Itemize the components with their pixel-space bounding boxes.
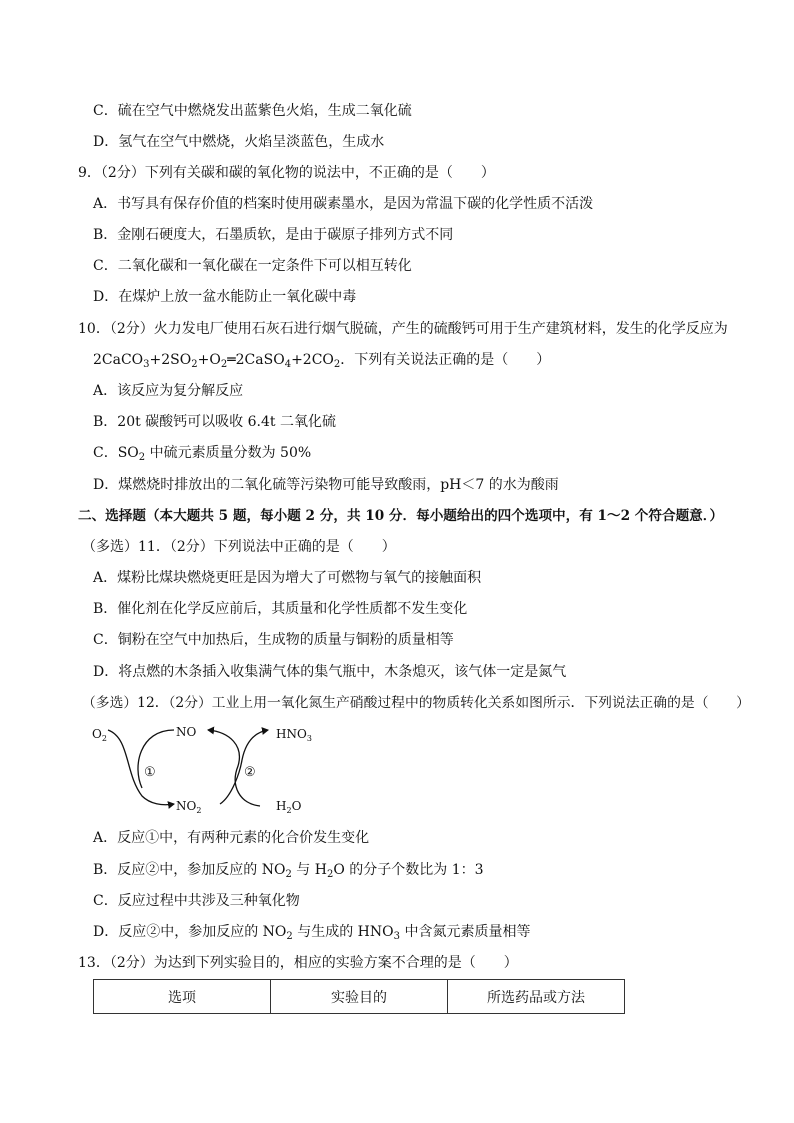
q9-option-c: C．二氧化碳和一氧化碳在一定条件下可以相互转化	[93, 258, 412, 274]
table-header-method: 所选药品或方法	[448, 980, 625, 1014]
q12-option-b: B．反应②中，参加反应的 $NO_2$ 与 $H_2O$ 的分子个数比为 1：3	[93, 862, 484, 880]
label-h2o: $H_2O$	[276, 799, 302, 815]
q10-option-a: A．该反应为复分解反应	[93, 383, 244, 399]
q12-option-c: C．反应过程中共涉及三种氧化物	[93, 893, 300, 909]
label-o2: $O_2$	[92, 727, 107, 743]
label-no2: $NO_2$	[176, 799, 202, 815]
label-no: NO	[176, 725, 197, 739]
table-header-row	[94, 980, 625, 1014]
q9-option-a: A．书写具有保存价值的档案时使用碳素墨水，是因为常温下碳的化学性质不活泼	[93, 196, 594, 212]
q9-option-d: D．在煤炉上放一盆水能防止一氧化碳中毒	[93, 289, 357, 305]
q10-equation: $2CaCO_3+2SO_2+O_2═2CaSO_4+2CO_2$	[93, 352, 341, 370]
table-header-purpose: 实验目的	[271, 980, 448, 1014]
q11-stem: （多选）11．（2分）下列说法中正确的是（ ）	[82, 539, 396, 555]
q10-stem-line1: 10．（2分）火力发电厂使用石灰石进行烟气脱硫，产生的硫酸钙可用于生产建筑材料，发生的化学反应为	[78, 321, 728, 337]
q9-option-b: B．金刚石硬度大，石墨质软，是由于碳原子排列方式不同	[93, 227, 454, 243]
q11-option-b: B．催化剂在化学反应前后，其质量和化学性质都不发生变化	[93, 601, 468, 617]
q13-stem: 13．（2分）为达到下列实验目的，相应的实验方案不合理的是（ ）	[78, 955, 518, 971]
nitric-acid-conversion-diagram	[80, 716, 320, 820]
q10-option-d: D．煤燃烧时排放出的二氧化硫等污染物可能导致酸雨，pH＜7 的水为酸雨	[93, 477, 559, 493]
q11-option-a: A．煤粉比煤块燃烧更旺是因为增大了可燃物与氧气的接触面积	[93, 570, 482, 586]
q9-stem: 9．（2分）下列有关碳和碳的氧化物的说法中，不正确的是（ ）	[78, 165, 495, 181]
label-reaction-2: ②	[244, 765, 256, 780]
q13-table	[93, 979, 625, 1014]
q10-option-c: C．$SO_2$ 中硫元素质量分数为 50%	[93, 445, 312, 463]
table-header-option: 选项	[94, 980, 271, 1014]
q12-option-d: D．反应②中，参加反应的 $NO_2$ 与生成的 $HNO_3$ 中含氮元素质量相等	[93, 924, 531, 942]
arrow-o2-to-no2	[108, 730, 174, 805]
q11-option-d: D．将点燃的木条插入收集满气体的集气瓶中，木条熄灭，该气体一定是氮气	[93, 664, 567, 680]
q12-option-a: A．反应①中，有两种元素的化合价发生变化	[93, 830, 370, 846]
q8-option-d: D．氢气在空气中燃烧，火焰呈淡蓝色，生成水	[93, 134, 385, 150]
q12-stem: （多选）12．（2分）工业上用一氧化氮生产硝酸过程中的物质转化关系如图所示．下列说法正确的是（ ）	[82, 695, 750, 711]
q10-option-b: B．20t 碳酸钙可以吸收 6.4t 二氧化硫	[93, 414, 336, 430]
q11-option-c: C．铜粉在空气中加热后，生成物的质量与铜粉的质量相等	[93, 632, 454, 648]
label-reaction-1: ①	[144, 765, 156, 780]
section-2-heading: 二、选择题（本大题共 5 题，每小题 2 分，共 10 分．每小题给出的四个选项中，有 1～2 个符合题意．）	[78, 508, 724, 524]
q8-option-c: C．硫在空气中燃烧发出蓝紫色火焰，生成二氧化硫	[93, 103, 412, 119]
label-hno3: $HNO_3$	[276, 727, 312, 743]
q10-stem-line2	[93, 350, 550, 370]
q10-stem-tail: ．下列有关说法正确的是（ ）	[340, 352, 551, 368]
